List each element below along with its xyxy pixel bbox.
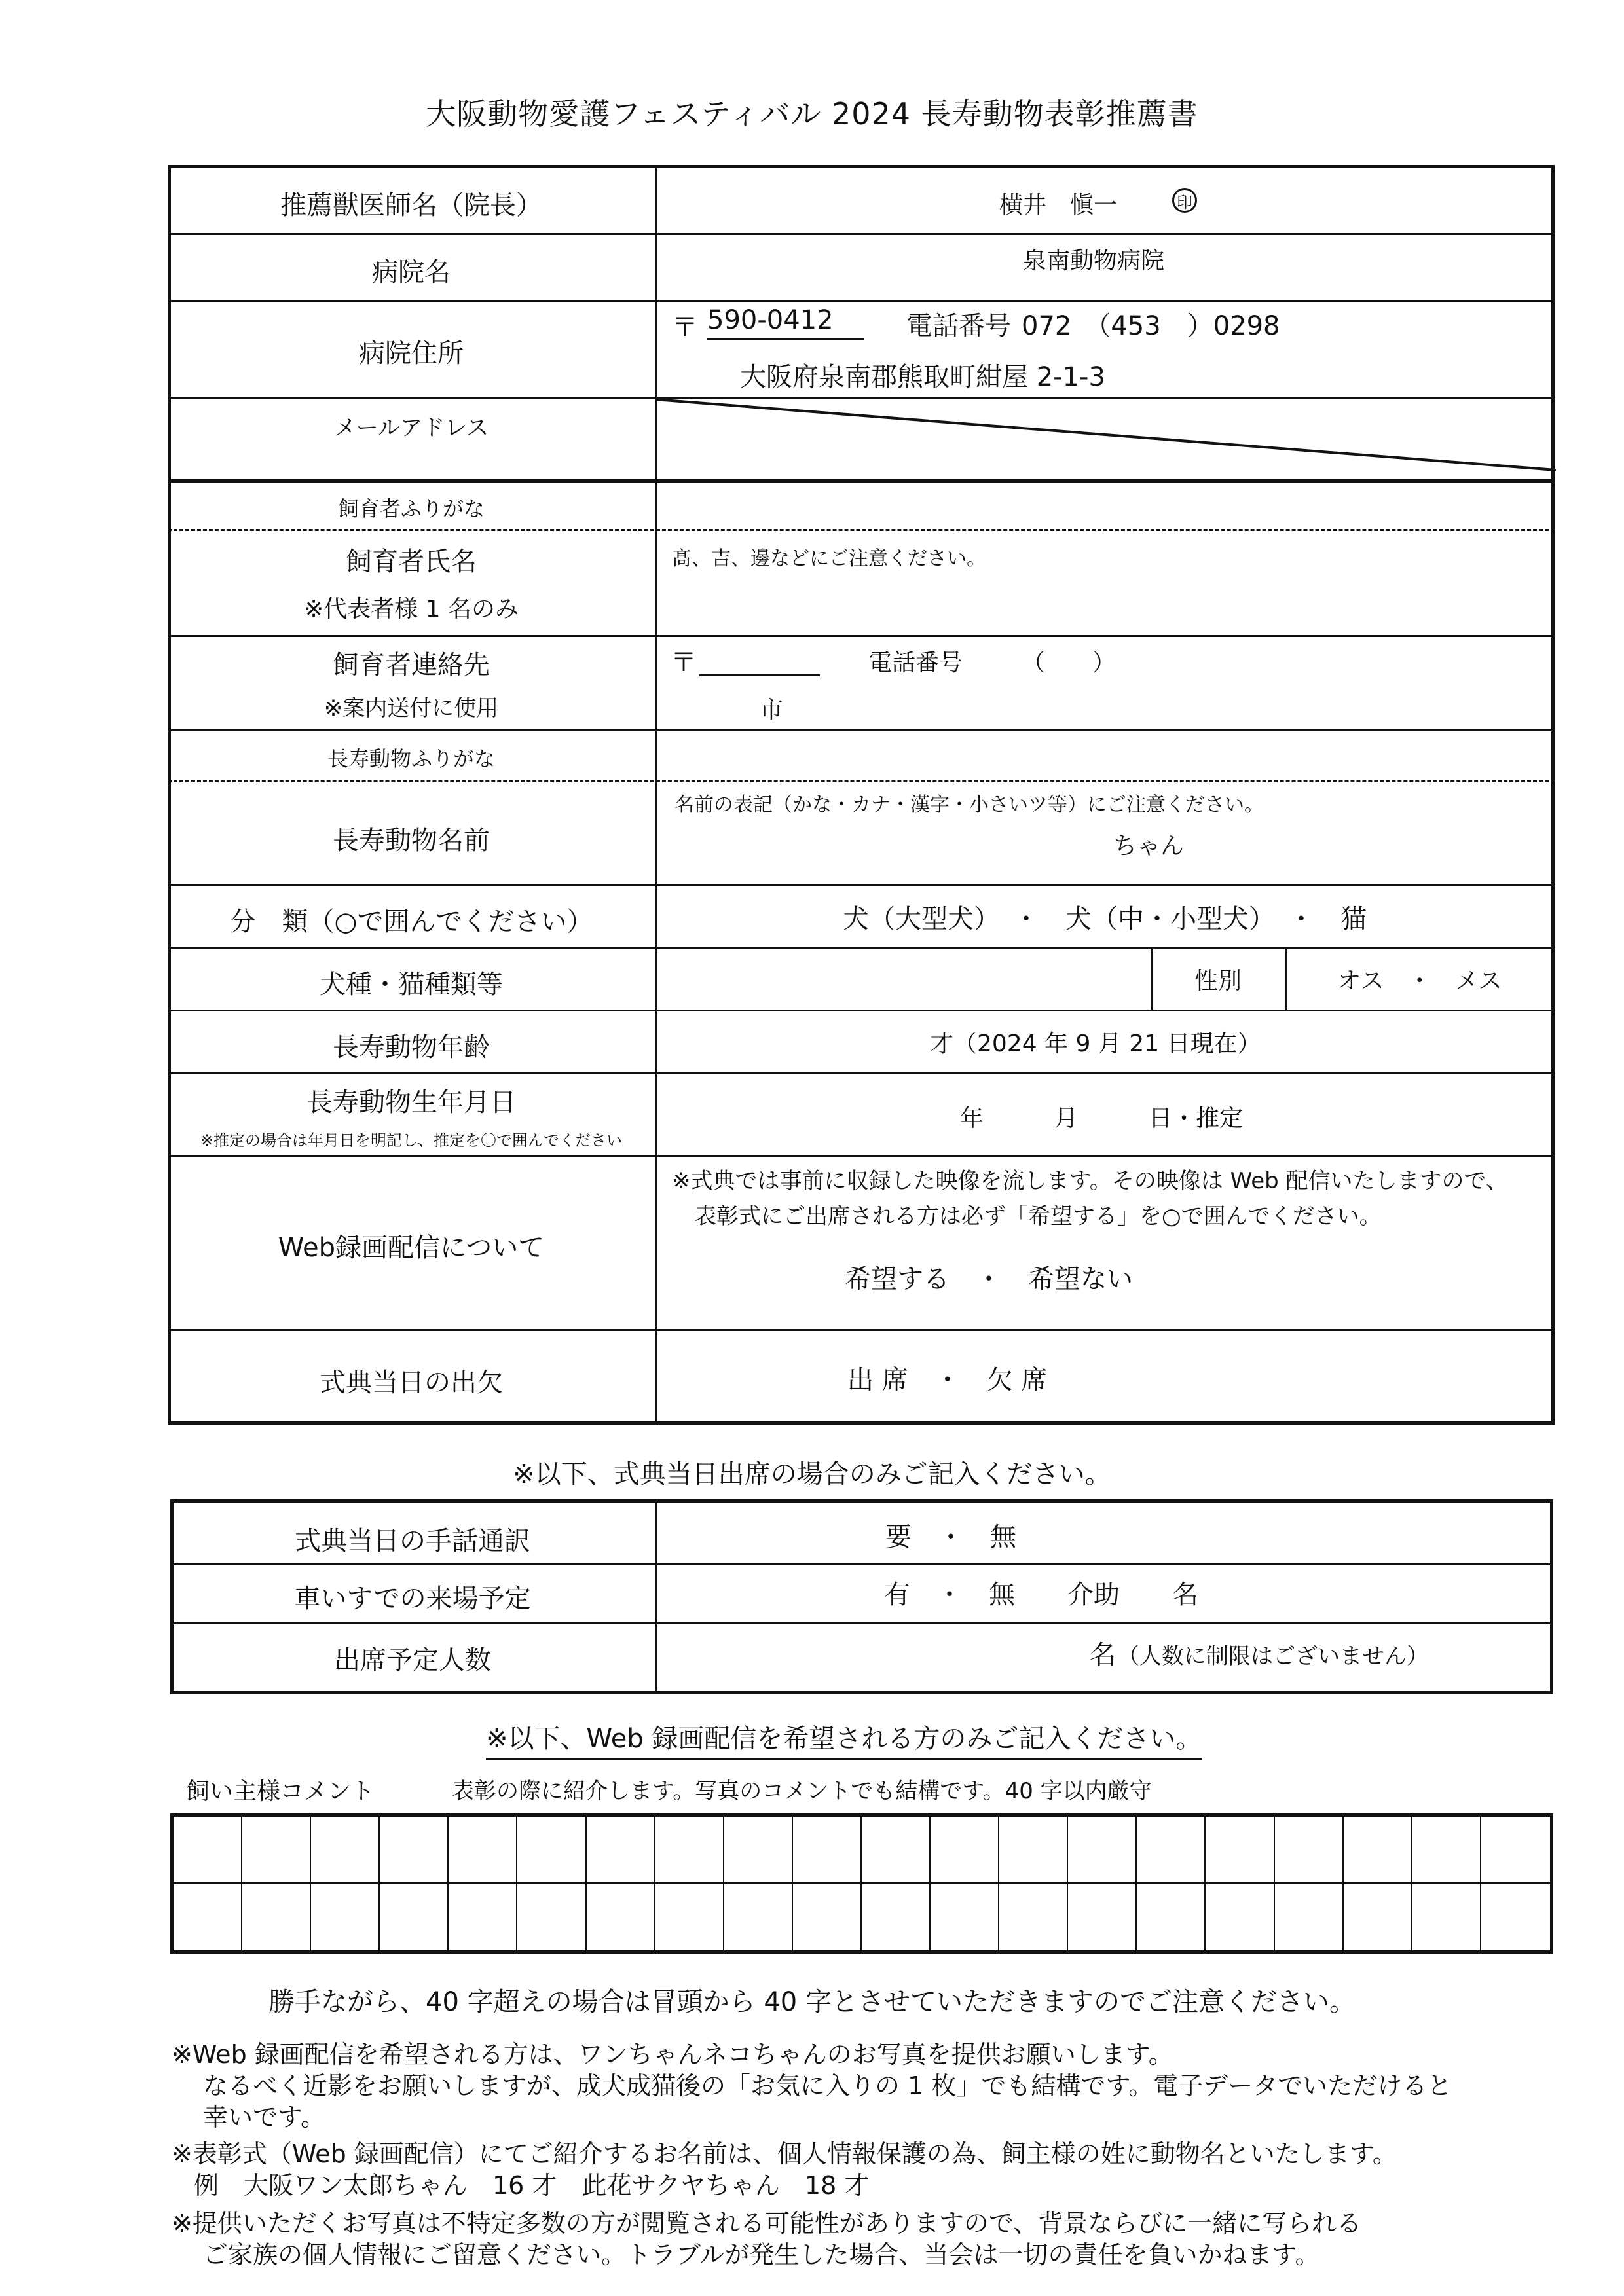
wheelchair-label: 車いすでの来場予定 [294, 1584, 531, 1614]
comment-grid[interactable] [170, 1813, 1553, 1954]
hospital-address-label: 病院住所 [359, 338, 464, 369]
comment-char-cell[interactable] [655, 1884, 724, 1950]
comment-label: 飼い主様コメント [186, 1778, 375, 1805]
animal-name-hint: 名前の表記（かな・カナ・漢字・小さいツ等）にご注意ください。 [674, 793, 1264, 816]
sign-label: 式典当日の手話通訳 [295, 1526, 530, 1556]
owner-name-label: 飼育者氏名 [346, 547, 477, 577]
comment-char-cell[interactable] [449, 1884, 517, 1950]
comment-char-cell[interactable] [517, 1817, 586, 1884]
address-value: 大阪府泉南郡熊取町紺屋 2-1-3 [740, 362, 1105, 392]
owner-furigana-label: 飼育者ふりがな [337, 496, 485, 521]
section2-heading: ※以下、式典当日出席の場合のみご記入ください。 [513, 1459, 1111, 1489]
comment-char-cell[interactable] [655, 1817, 724, 1884]
postal-mark: 〒 [672, 312, 698, 342]
category-label: 分 類（○で囲んでください） [229, 907, 593, 937]
owner-city: 市 [760, 697, 784, 723]
comment-char-cell[interactable] [1206, 1884, 1274, 1950]
hospital-name-value: 泉南動物病院 [1023, 247, 1165, 274]
attendance-label: 式典当日の出欠 [320, 1368, 503, 1398]
note-2: ※表彰式（Web 録画配信）にてご紹介するお名前は、個人情報保護の為、飼主様の姓に動物名といたします。 [172, 2140, 1397, 2168]
comment-char-cell[interactable] [862, 1817, 931, 1884]
web-note-2: 表彰式にご出席される方は必ず「希望する」を○で囲んでください。 [694, 1203, 1382, 1230]
phone-label: 電話番号 [906, 311, 1011, 341]
note-3-cont: ご家族の個人情報にご留意ください。トラブルが発生した場合、当会は一切の責任を負いかねます。 [203, 2240, 1320, 2269]
email-strike-line [655, 397, 1557, 482]
birthday-note: ※推定の場合は年月日を明記し、推定を〇で囲んでください [200, 1131, 623, 1150]
note-1-cont-2: 幸いです。 [203, 2103, 325, 2132]
comment-char-cell[interactable] [931, 1817, 999, 1884]
comment-char-cell[interactable] [449, 1817, 517, 1884]
postal-code: 590-0412 [707, 305, 864, 340]
category-options: 犬（大型犬） ・ 犬（中・小型犬） ・ 猫 [843, 904, 1367, 934]
comment-char-cell[interactable] [587, 1817, 655, 1884]
comment-char-cell[interactable] [174, 1884, 242, 1950]
owner-contact-note: ※案内送付に使用 [323, 695, 499, 721]
comment-instruction: 表彰の際に紹介します。写真のコメントでも結構です。40 字以内厳守 [452, 1778, 1152, 1804]
comment-char-cell[interactable] [999, 1817, 1068, 1884]
animal-furigana-label: 長寿動物ふりがな [327, 746, 495, 771]
note-3: ※提供いただくお写真は不特定多数の方が閲覧される可能性がありますので、背景ならびに一緒に写られる [172, 2209, 1362, 2238]
comment-char-cell[interactable] [242, 1884, 311, 1950]
vet-name-value: 横井 愼一 [999, 192, 1118, 219]
comment-char-cell[interactable] [174, 1817, 242, 1884]
count-label: 出席予定人数 [334, 1645, 491, 1675]
note-1-cont: なるべく近影をお願いしますが、成犬成猫後の「お気に入りの 1 枚」でも結構です。電子データでいただけると [203, 2071, 1452, 2100]
comment-char-cell[interactable] [793, 1817, 862, 1884]
web-note-1: ※式典では事前に収録した映像を流します。その映像は Web 配信いたしますので、 [672, 1168, 1508, 1194]
owner-postal-blank [699, 674, 820, 676]
owner-phone-label: 電話番号 [868, 649, 963, 676]
attendance-options: 出 席 ・ 欠 席 [847, 1365, 1048, 1395]
comment-notice: 勝手ながら、40 字超えの場合は冒頭から 40 字とさせていただきますのでご注意ください。 [268, 1987, 1356, 2017]
comment-char-cell[interactable] [1344, 1817, 1412, 1884]
comment-char-cell[interactable] [793, 1884, 862, 1950]
wheelchair-options: 有 ・ 無 介助 名 [884, 1580, 1198, 1610]
comment-char-cell[interactable] [1344, 1884, 1412, 1950]
age-label: 長寿動物年齢 [333, 1032, 490, 1063]
owner-name-note: ※代表者様 1 名のみ [304, 596, 519, 623]
comment-char-cell[interactable] [1481, 1817, 1550, 1884]
comment-char-cell[interactable] [517, 1884, 586, 1950]
comment-char-cell[interactable] [380, 1884, 449, 1950]
comment-char-cell[interactable] [1275, 1817, 1344, 1884]
email-label: メールアドレス [333, 415, 489, 441]
phone-value: 072 （453 ）0298 [1022, 311, 1280, 341]
web-label: Web録画配信について [278, 1233, 545, 1263]
birthday-label: 長寿動物生年月日 [306, 1087, 516, 1118]
comment-char-cell[interactable] [380, 1817, 449, 1884]
comment-char-cell[interactable] [1481, 1884, 1550, 1950]
note-2-example: 例 大阪ワン太郎ちゃん 16 才 此花サクヤちゃん 18 才 [194, 2171, 870, 2200]
owner-contact-label: 飼育者連絡先 [333, 650, 490, 680]
column-divider [655, 165, 657, 1425]
birthday-value: 年 月 日・推定 [960, 1105, 1244, 1132]
comment-char-cell[interactable] [931, 1884, 999, 1950]
breed-label: 犬種・猫種類等 [320, 970, 503, 1000]
comment-char-cell[interactable] [1068, 1884, 1137, 1950]
owner-phone-parens: （ ） [1022, 649, 1116, 676]
comment-char-cell[interactable] [1206, 1817, 1274, 1884]
note-1: ※Web 録画配信を希望される方は、ワンちゃんネコちゃんのお写真を提供お願いします。 [172, 2040, 1173, 2069]
comment-char-cell[interactable] [1137, 1817, 1206, 1884]
seal-icon: 印 [1172, 188, 1197, 213]
comment-char-cell[interactable] [242, 1817, 311, 1884]
web-options: 希望する ・ 希望ない [845, 1264, 1133, 1294]
comment-char-cell[interactable] [862, 1884, 931, 1950]
sex-options: オス ・ メス [1337, 968, 1502, 994]
comment-char-cell[interactable] [724, 1884, 793, 1950]
comment-char-cell[interactable] [311, 1884, 380, 1950]
comment-char-cell[interactable] [724, 1817, 793, 1884]
hospital-name-label: 病院名 [372, 257, 451, 287]
animal-name-suffix: ちゃん [1113, 833, 1185, 860]
sign-options: 要 ・ 無 [885, 1522, 1016, 1552]
age-value: 才（2024 年 9 月 21 日現在） [930, 1030, 1261, 1057]
owner-name-hint: 髙、吉、邊などにご注意ください。 [672, 547, 986, 570]
vet-name-label: 推薦獣医師名（院長） [280, 191, 542, 221]
sex-label: 性別 [1194, 968, 1242, 994]
comment-char-cell[interactable] [311, 1817, 380, 1884]
animal-name-label: 長寿動物名前 [333, 826, 490, 856]
comment-char-cell[interactable] [1068, 1817, 1137, 1884]
comment-char-cell[interactable] [587, 1884, 655, 1950]
comment-char-cell[interactable] [1275, 1884, 1344, 1950]
comment-char-cell[interactable] [1412, 1884, 1481, 1950]
comment-char-cell[interactable] [1412, 1817, 1481, 1884]
section3-heading: ※以下、Web 録画配信を希望される方のみご記入ください。 [486, 1718, 1202, 1760]
comment-char-cell[interactable] [999, 1884, 1068, 1950]
page-title: 大阪動物愛護フェスティバル 2024 長寿動物表彰推薦書 [426, 96, 1198, 132]
count-note: （人数に制限はございません） [1117, 1643, 1429, 1669]
count-unit: 名 [1090, 1640, 1116, 1670]
comment-char-cell[interactable] [1137, 1884, 1206, 1950]
owner-postal-mark: 〒 [671, 647, 697, 678]
